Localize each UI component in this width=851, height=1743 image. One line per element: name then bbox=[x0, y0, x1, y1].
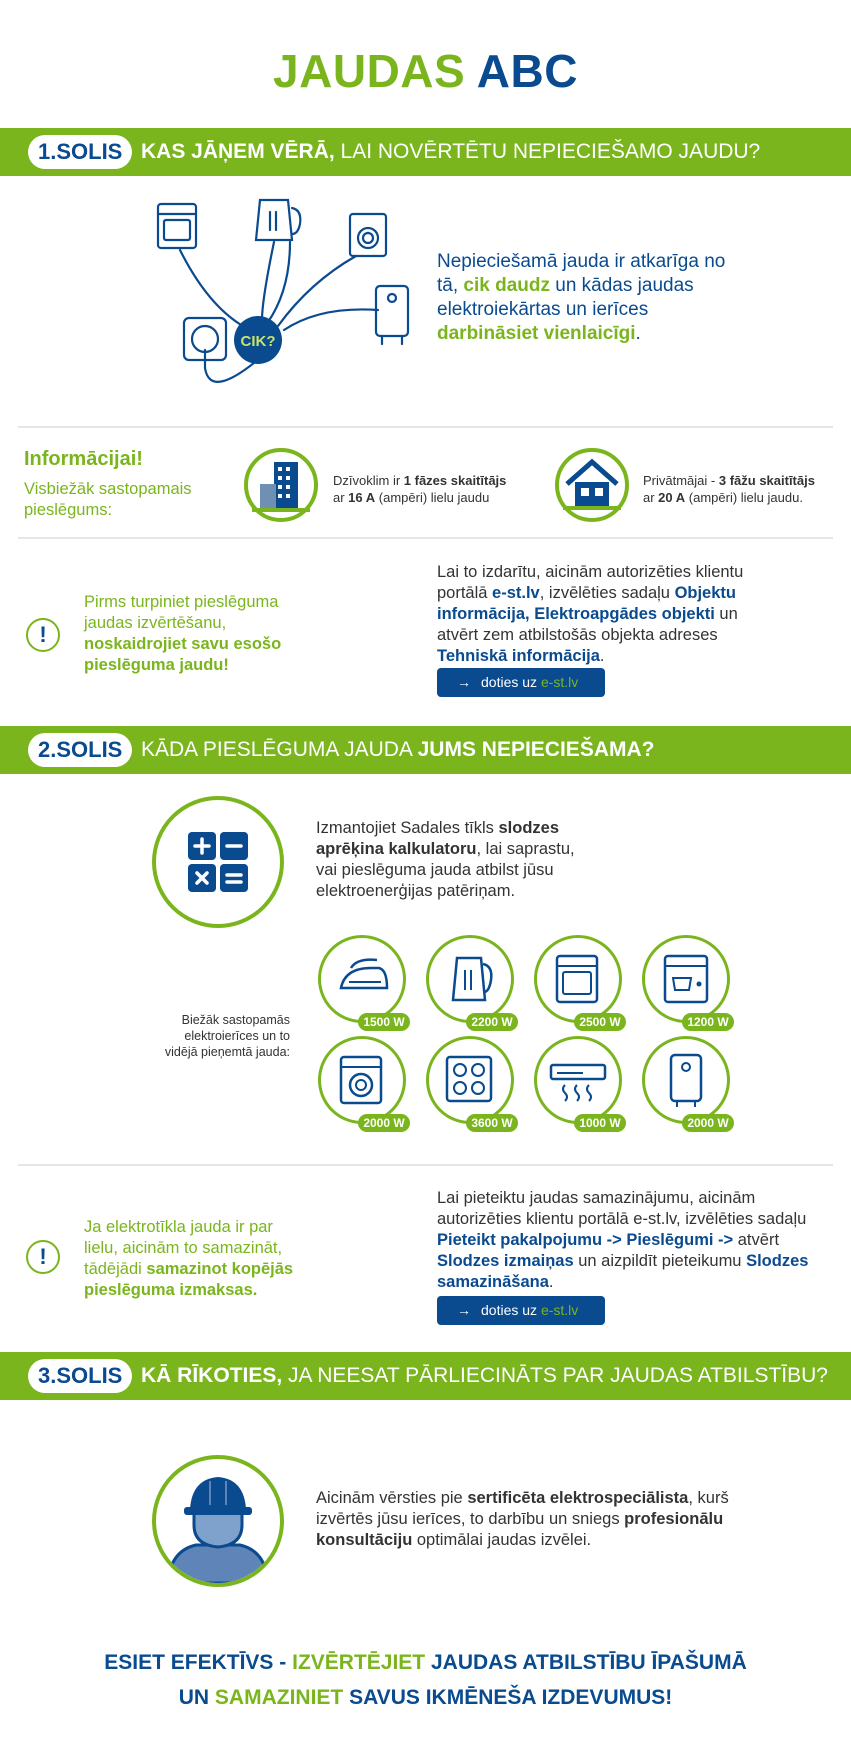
washing-machine-icon bbox=[321, 1039, 402, 1120]
apartment-circle bbox=[244, 448, 318, 522]
iron-icon bbox=[321, 938, 402, 1019]
step2-warning: Ja elektrotīkla jauda ir par lielu, aicinām to samazināt, tādējādi samazinot kopējās pieslēguma izmaksas. bbox=[84, 1218, 294, 1299]
hob-icon bbox=[429, 1039, 510, 1120]
step3-header bbox=[0, 1352, 851, 1400]
wattage-badge: 1500 W bbox=[358, 1013, 410, 1031]
appliance-circle bbox=[318, 935, 406, 1023]
go-to-portal-button[interactable]: → doties uz e-st.lv bbox=[437, 668, 605, 697]
appliance-item bbox=[642, 935, 732, 1029]
appliances-label: Biežāk sastopamās elektroierīces un to vidējā pieņemtā jauda: bbox=[164, 1013, 290, 1059]
water-heater-icon bbox=[645, 1039, 726, 1120]
coffee-machine-icon bbox=[645, 938, 726, 1019]
socket-icon bbox=[184, 318, 226, 368]
cik-label: CIK? bbox=[240, 333, 276, 350]
electrician-icon bbox=[156, 1459, 280, 1583]
divider bbox=[18, 426, 833, 428]
appliance-circle bbox=[642, 1036, 730, 1124]
oven-icon bbox=[158, 204, 196, 248]
appliance-item bbox=[642, 1036, 732, 1130]
electrician-circle bbox=[152, 1455, 284, 1587]
appliance-circle bbox=[534, 1036, 622, 1124]
appliance-circle bbox=[426, 1036, 514, 1124]
appliance-circle bbox=[642, 935, 730, 1023]
step2-header bbox=[0, 726, 851, 774]
wattage-badge: 2000 W bbox=[682, 1114, 734, 1132]
go-to-portal-button[interactable]: → doties uz e-st.lv bbox=[437, 1296, 605, 1325]
step3-heading: KĀ RĪKOTIES, JA NEESAT PĀRLIECINĀTS PAR JAUDAS ATBILSTĪBU? bbox=[141, 1364, 828, 1387]
step1-warning: Pirms turpiniet pieslēguma jaudas izvērtēšanu, noskaidrojiet savu esošo pieslēguma jaudu! bbox=[84, 593, 282, 674]
wattage-badge: 2000 W bbox=[358, 1114, 410, 1132]
washing-machine-icon bbox=[350, 214, 386, 256]
footer-line-2: UN SAMAZINIET SAVUS IKMĒNEŠA IZDEVUMUS! bbox=[178, 1686, 673, 1709]
wattage-badge: 2200 W bbox=[466, 1013, 518, 1031]
arrow-right-icon: → bbox=[457, 674, 471, 690]
calculator-circle bbox=[152, 796, 284, 928]
appliance-item bbox=[534, 935, 624, 1029]
divider bbox=[18, 537, 833, 539]
step2-label: 2.SOLIS bbox=[28, 733, 132, 767]
step1-description: Nepieciešamā jauda ir atkarīga no tā, cik daudz un kādas jaudas elektroiekārtas un ierīces darbināsiet vienlaicīgi. bbox=[437, 251, 726, 344]
kettle-icon bbox=[429, 938, 510, 1019]
step1-label: 1.SOLIS bbox=[28, 135, 132, 169]
calculator-text: Izmantojiet Sadales tīkls slodzes aprēķina kalkulatoru, lai saprastu, vai pieslēguma jauda atbilst jūsu elektroenerģijas patēriņam. bbox=[316, 819, 575, 900]
appliance-item bbox=[426, 1036, 516, 1130]
wattage-badge: 1000 W bbox=[574, 1114, 626, 1132]
calculator-icon bbox=[156, 800, 280, 924]
step2-heading: KĀDA PIESLĒGUMA JAUDA JUMS NEPIECIEŠAMA? bbox=[141, 738, 655, 761]
apartment-info: Dzīvoklim ir 1 fāzes skaitītājs ar 16 A (ampēri) lielu jaudu bbox=[333, 473, 507, 505]
water-heater-icon bbox=[376, 286, 408, 344]
step1-header bbox=[0, 128, 851, 176]
house-circle bbox=[555, 448, 629, 522]
apartment-building-icon bbox=[248, 452, 314, 518]
exclamation-icon: ! bbox=[26, 1240, 60, 1274]
exclamation-icon: ! bbox=[26, 618, 60, 652]
arrow-right-icon: → bbox=[457, 1302, 471, 1318]
step3-label: 3.SOLIS bbox=[28, 1359, 132, 1393]
step1-heading: KAS JĀŅEM VĒRĀ, LAI NOVĒRTĒTU NEPIECIEŠAMO JAUDU? bbox=[141, 140, 761, 163]
info-title: Informācijai! bbox=[24, 448, 143, 470]
step1-portal-text: Lai to izdarītu, aicinām autorizēties klientu portālā e-st.lv, izvēlēties sadaļu Objektu informācija, Elektroapgādes objekti un atvērt zem atbilstošās objekta adreses Tehniskā informācija. bbox=[437, 563, 744, 665]
kettle-icon bbox=[256, 200, 300, 240]
house-icon bbox=[559, 452, 625, 518]
air-conditioner-icon bbox=[537, 1039, 618, 1120]
house-info: Privātmājai - 3 fāžu skaitītājs ar 20 A (ampēri) lielu jaudu. bbox=[643, 473, 815, 505]
footer-line-1: ESIET EFEKTĪVS - IZVĒRTĒJIET JAUDAS ATBILSTĪBU ĪPAŠUMĀ bbox=[104, 1651, 747, 1674]
appliance-item bbox=[318, 1036, 408, 1130]
info-subtitle: Visbiežāk sastopamais pieslēgums: bbox=[24, 480, 192, 519]
wattage-badge: 2500 W bbox=[574, 1013, 626, 1031]
wattage-badge: 3600 W bbox=[466, 1114, 518, 1132]
appliance-circle bbox=[534, 935, 622, 1023]
wattage-badge: 1200 W bbox=[682, 1013, 734, 1031]
appliance-item bbox=[534, 1036, 624, 1130]
appliance-item bbox=[318, 935, 408, 1029]
step3-text: Aicinām vērsties pie sertificēta elektrospeciālista, kurš izvērtēs jūsu ierīces, to darbību un sniegs profesionālu konsultāciju optimālai jaudas izvēlei. bbox=[316, 1489, 729, 1549]
step2-portal-text: Lai pieteiktu jaudas samazinājumu, aicinām autorizēties klientu portālā e-st.lv, izvēlēties sadaļu Pieteikt pakalpojumu -> Pieslēgumi -> atvērt Slodzes izmaiņas un aizpildīt pieteikumu Slodzes samazināšana. bbox=[437, 1189, 809, 1291]
appliances-wiring-illustration bbox=[150, 190, 430, 410]
appliance-item bbox=[426, 935, 516, 1029]
divider bbox=[18, 1164, 833, 1166]
oven-icon bbox=[537, 938, 618, 1019]
page-title: JAUDAS ABC bbox=[273, 45, 578, 97]
appliance-circle bbox=[426, 935, 514, 1023]
appliance-circle bbox=[318, 1036, 406, 1124]
